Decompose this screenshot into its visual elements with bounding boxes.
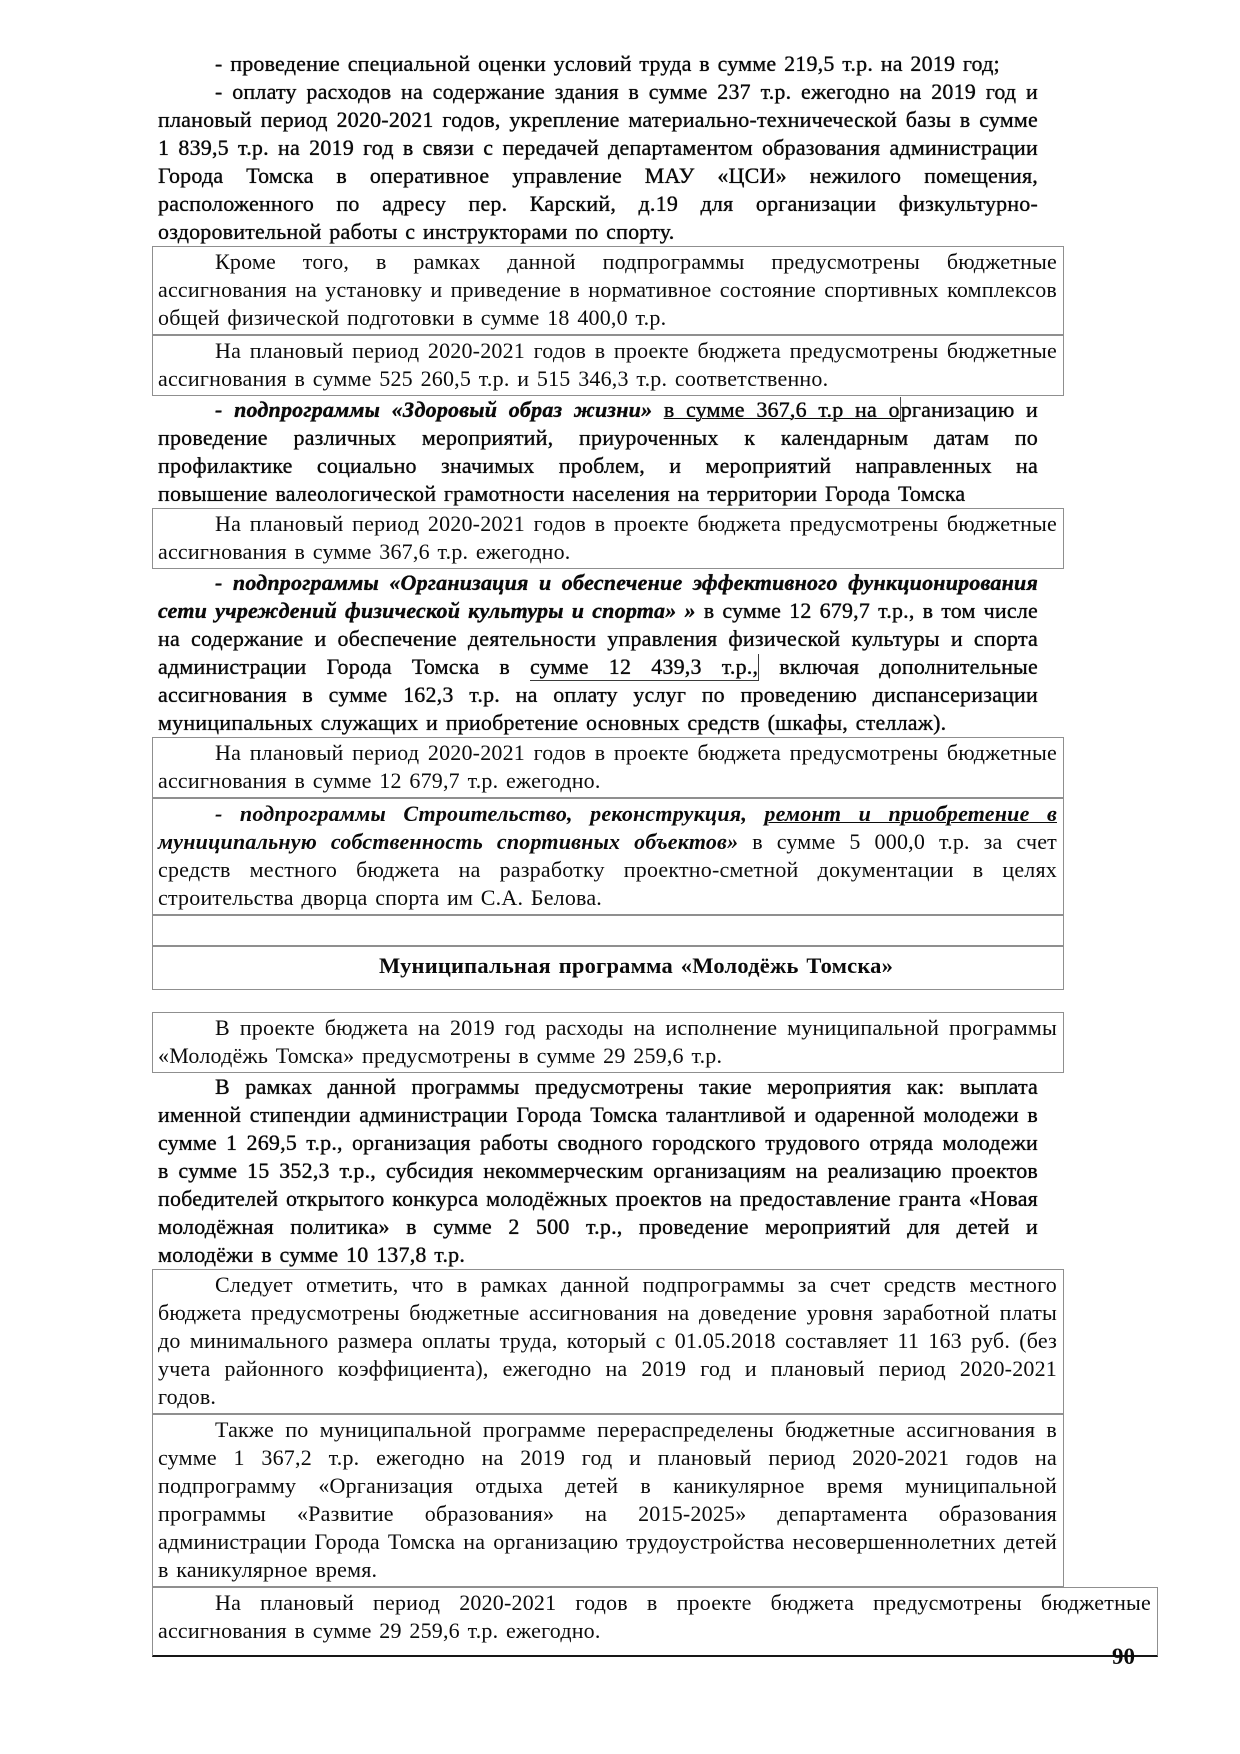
framed-paragraph-plan-367: На плановый период 2020-2021 годов в проекте бюджета предусмотрены бюджетные ассигнования в сумме 367,6 т.р. ежегодно. <box>152 508 1064 569</box>
paragraph-mid: в сумме 12 679,7 т.р., в том числе на содержание и обеспечение деятельности управления физической культуры и спорта администрации Города Томска в <box>158 598 1038 679</box>
underlined-sum-367: в сумме 367,6 т.р на о <box>663 397 900 422</box>
page-number: 90 <box>1112 1644 1135 1669</box>
framed-paragraph-plan-12679: На плановый период 2020-2021 годов в проекте бюджета предусмотрены бюджетные ассигнования в сумме 12 679,7 т.р. ежегодно. <box>152 737 1064 798</box>
paragraph-subprogram-healthy-lifestyle <box>158 396 1038 508</box>
paragraph-subprogram-organization <box>158 569 1038 737</box>
subprogram-title-healthy-lifestyle: - подпрограммы «Здоровый образ жизни» <box>215 397 664 422</box>
empty-framed-row <box>152 915 1064 946</box>
subprogram-title-construction: - подпрограммы Строительство, реконструкция, <box>215 801 765 826</box>
bullet-building-maintenance: - оплату расходов на содержание здания в сумме 237 т.р. ежегодно на 2019 год и плановый период 2020-2021 годов, укрепление материально-техничеческой базы в сумме 1 839,5 т.р. на 2019 год в связи с передачей департаментом образования администрации Города Томска в оперативное управление МАУ «ЦСИ» нежилого помещения, расположенного по адресу пер. Карский, д.19 для организации физкультурно-оздоровительной работы с инструкторами по спорту. <box>158 79 1038 244</box>
framed-paragraph-subprogram-construction <box>152 798 1064 915</box>
framed-paragraph-budget-2019: В проекте бюджета на 2019 год расходы на исполнение муниципальной программы «Молодёжь Томска» предусмотрены в сумме 29 259,6 т.р. <box>152 1012 1064 1073</box>
paragraph-program-activities: В рамках данной программы предусмотрены такие мероприятия как: выплата именной стипендии администрации Города Томска талантливой и одаренной молодежи в сумме 1 269,5 т.р., организация работы сводного городского трудового отряда молодежи в сумме 15 352,3 т.р., субсидия некоммерческим организациям на реализацию проектов победителей открытого конкурса молодёжных проектов на предоставление гранта «Новая молодёжная политика» в сумме 2 500 т.р., проведение мероприятий для детей и молодёжи в сумме 10 137,8 т.р. <box>158 1074 1038 1267</box>
framed-sum-12439: сумме 12 439,3 т.р., <box>529 654 759 679</box>
paragraph-continuation: включая дополнительные ассигнования в сумме 162,3 т.р. на оплату услуг по проведению диспансеризации муниципальных служащих и приобретение основных средств (шкафы, стеллаж). <box>158 654 1038 735</box>
framed-paragraph-reallocation: Также по муниципальной программе перераспределены бюджетные ассигнования в сумме 1 367,2 т.р. ежегодно на 2019 год и плановый период 2020-2021 годов на подпрограмму «Организация отдыха детей в каникулярное время муниципальной программы «Развитие образования» на 2015-2025» департамента образования администрации Города Томска на организацию трудоустройства несовершеннолетних детей в каникулярное время. <box>152 1414 1064 1587</box>
underlined-repair-acquisition: ремонт и приобретение в <box>764 801 1057 826</box>
framed-paragraph-minimum-wage: Следует отметить, что в рамках данной подпрограммы за счет средств местного бюджета предусмотрены бюджетные ассигнования на доведение уровня заработной платы до минимального размера оплаты труда, который с 01.05.2018 составляет 11 163 руб. (без учета районного коэффициента), ежегодно на 2019 год и плановый период 2020-2021 годов. <box>152 1269 1064 1414</box>
paragraph-continuation: в сумме 5 000,0 т.р. за счет средств местного бюджета на разработку проектно-сметной документации в целях строительства дворца спорта им С.А. Белова. <box>158 829 1057 910</box>
paragraph-continuation: рганизацию и проведение различных мероприятий, приуроченных к календарным датам по профилактике социально значимых проблем, и мероприятий направленных на повышение валеологической грамотности населения на территории Города Томска <box>158 397 1038 506</box>
subprogram-title-organization: - подпрограммы «Организация и обеспечение эффективного функционирования сети учреждений физической культуры и спорта» » <box>158 570 1038 623</box>
framed-paragraph-sport-complexes: Кроме того, в рамках данной подпрограммы предусмотрены бюджетные ассигнования на установку и приведение в нормативное состояние спортивных комплексов общей физической подготовки в сумме 18 400,0 т.р. <box>152 246 1064 335</box>
section-heading-box <box>152 946 1064 990</box>
bullet-special-assessment: - проведение специальной оценки условий труда в сумме 219,5 т.р. на 2019 год; <box>215 51 1000 76</box>
framed-paragraph-plan-29259: На плановый период 2020-2021 годов в проекте бюджета предусмотрены бюджетные ассигнования в сумме 29 259,6 т.р. ежегодно. <box>152 1587 1158 1657</box>
framed-paragraph-plan-525260: На плановый период 2020-2021 годов в проекте бюджета предусмотрены бюджетные ассигнования в сумме 525 260,5 т.р. и 515 346,3 т.р. соответственно. <box>152 335 1064 396</box>
subprogram-title-construction-2: муниципальную собственность спортивных объектов» <box>158 829 739 854</box>
section-heading: Муниципальная программа «Молодёжь Томска» <box>378 953 894 978</box>
